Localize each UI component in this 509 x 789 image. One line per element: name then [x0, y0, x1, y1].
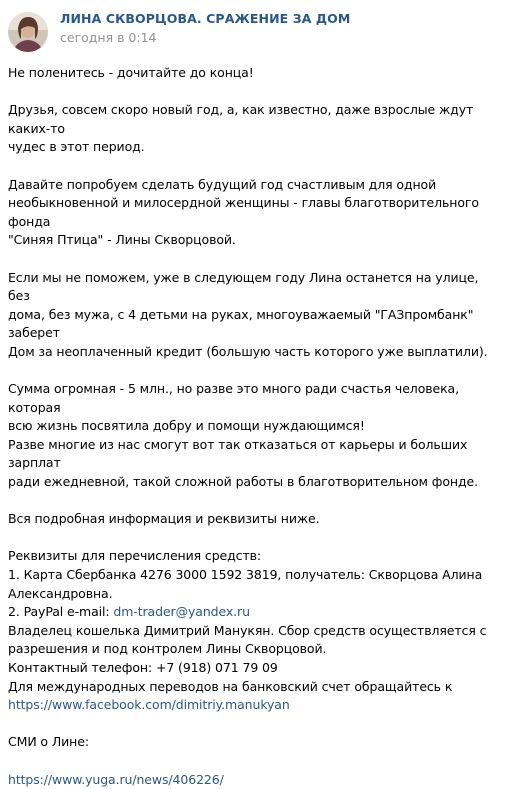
paragraph [8, 733, 499, 752]
text-line: Владелец кошелька Димитрий Манукян. Сбор средств осуществляется с [8, 622, 487, 638]
avatar-photo-icon [8, 12, 48, 52]
post-text [8, 64, 499, 789]
text-line: Контактный телефон: +7 (918) 071 79 09 [8, 660, 278, 675]
email-link[interactable]: dm-trader@yandex.ru [113, 604, 250, 620]
text-line: Для международных переводов на банковский счет обращайтесь к [8, 678, 453, 694]
text-line: разрешения и под контролем Лины Скворцовой. [8, 641, 327, 657]
text-line: 1. Карта Сбербанка 4276 3000 1592 3819, получатель: Скворцова Алина [8, 567, 483, 583]
text-line: Реквизиты для перечисления средств: [8, 548, 262, 564]
text-line: ради ежедневной, такой сложной работы в благотворительном фонде. [8, 474, 478, 490]
text-line: СМИ о Лине: [8, 734, 89, 750]
text-line: необыкновенной и милосердной женщины - главы благотворительного фонда [8, 195, 479, 229]
author-name-link[interactable]: ЛИНА СКВОРЦОВА. СРАЖЕНИЕ ЗА ДОМ [60, 11, 351, 26]
author-avatar[interactable] [8, 12, 48, 52]
text-line: чудес в этот период. [8, 139, 145, 155]
paragraph [8, 101, 499, 157]
text-line: дома, без мужа, с 4 детьми на руках, многоуважаемый "ГАЗпромбанк" заберет [8, 306, 474, 341]
text-line: Вся подробная информация и реквизиты ниже. [8, 511, 320, 527]
text-line: Дом за неоплаченный кредит (большую часть которого уже выплатили). [8, 343, 488, 359]
text-line: Разве многие из нас смогут вот так отказаться от карьеры и больших зарплат [8, 436, 468, 471]
paypal-label: 2. PayPal e-mail: [8, 604, 114, 620]
text-line: "Синяя Птица" - Лины Скворцовой. [8, 232, 236, 248]
facebook-link[interactable]: https://www.facebook.com/dimitriy.manukyan [8, 697, 290, 713]
paragraph [8, 771, 499, 789]
text-line: Александровна. [8, 585, 113, 601]
news-link[interactable]: https://www.yuga.ru/news/406226/ [8, 771, 224, 787]
text-line [8, 603, 499, 622]
post-date[interactable]: сегодня в 0:14 [60, 30, 157, 45]
text-line: Сумма огромная - 5 млн., но разве это много ради счастья человека, которая [8, 381, 459, 415]
text-line: Давайте попробуем сделать будущий год счастливым для одной [8, 176, 437, 192]
text-line: Не поленитесь - дочитайте до конца! [8, 65, 254, 80]
paragraph [8, 380, 499, 492]
paragraph [8, 269, 499, 362]
paragraph [8, 510, 499, 529]
paragraph [8, 64, 499, 83]
post-header [8, 10, 499, 58]
text-line: Если мы не поможем, уже в следующем году Лина останется на улице, без [8, 269, 479, 304]
text-line: Друзья, совсем скоро новый год, а, как известно, даже взрослые ждут каких-то [8, 102, 474, 136]
text-line: всю жизнь посвятила добру и помощи нуждающимся! [8, 418, 365, 434]
paragraph [8, 176, 499, 250]
post-meta [60, 10, 350, 46]
